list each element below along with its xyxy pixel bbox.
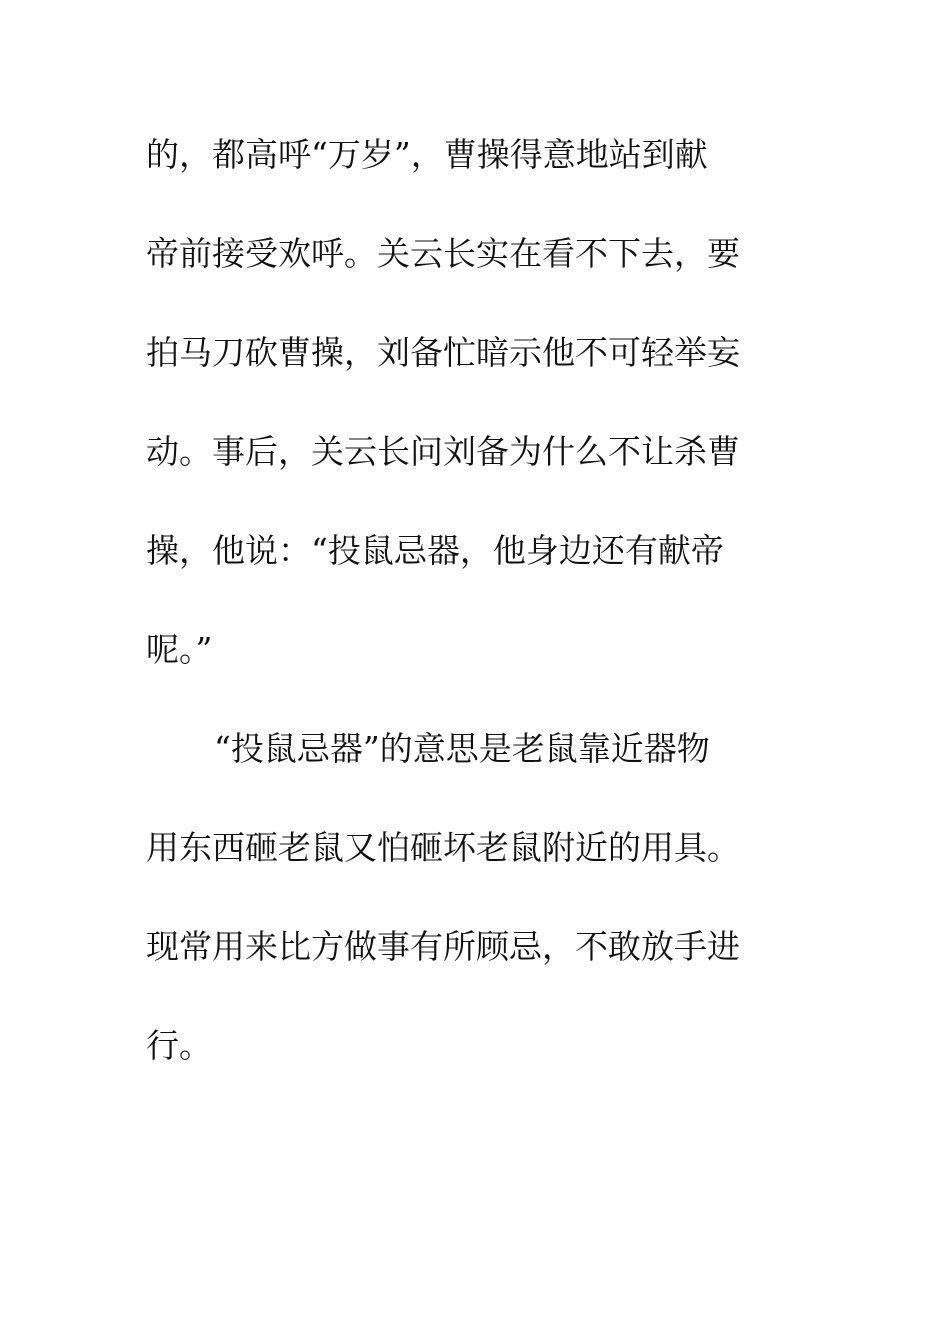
text-line: 帝前接受欢呼。关云长实在看不下去，要 — [146, 234, 740, 273]
paragraph-start-line: “投鼠忌器”的意思是老鼠靠近器物 — [214, 729, 710, 768]
text-line: 拍马刀砍曹操，刘备忙暗示他不可轻举妄 — [146, 333, 740, 372]
document-body — [146, 122, 818, 1112]
text-line: 行。 — [146, 1026, 212, 1065]
text-line: 现常用来比方做事有所顾忌，不敢放手进 — [146, 927, 740, 966]
text-line: 的，都高呼“万岁”，曹操得意地站到献 — [146, 135, 708, 174]
text-line: 用东西砸老鼠又怕砸坏老鼠附近的用具。 — [146, 828, 740, 867]
text-line: 呢。” — [146, 630, 213, 669]
text-line: 动。事后，关云长问刘备为什么不让杀曹 — [146, 432, 740, 471]
text-line: 操，他说：“投鼠忌器，他身边还有献帝 — [146, 531, 724, 570]
